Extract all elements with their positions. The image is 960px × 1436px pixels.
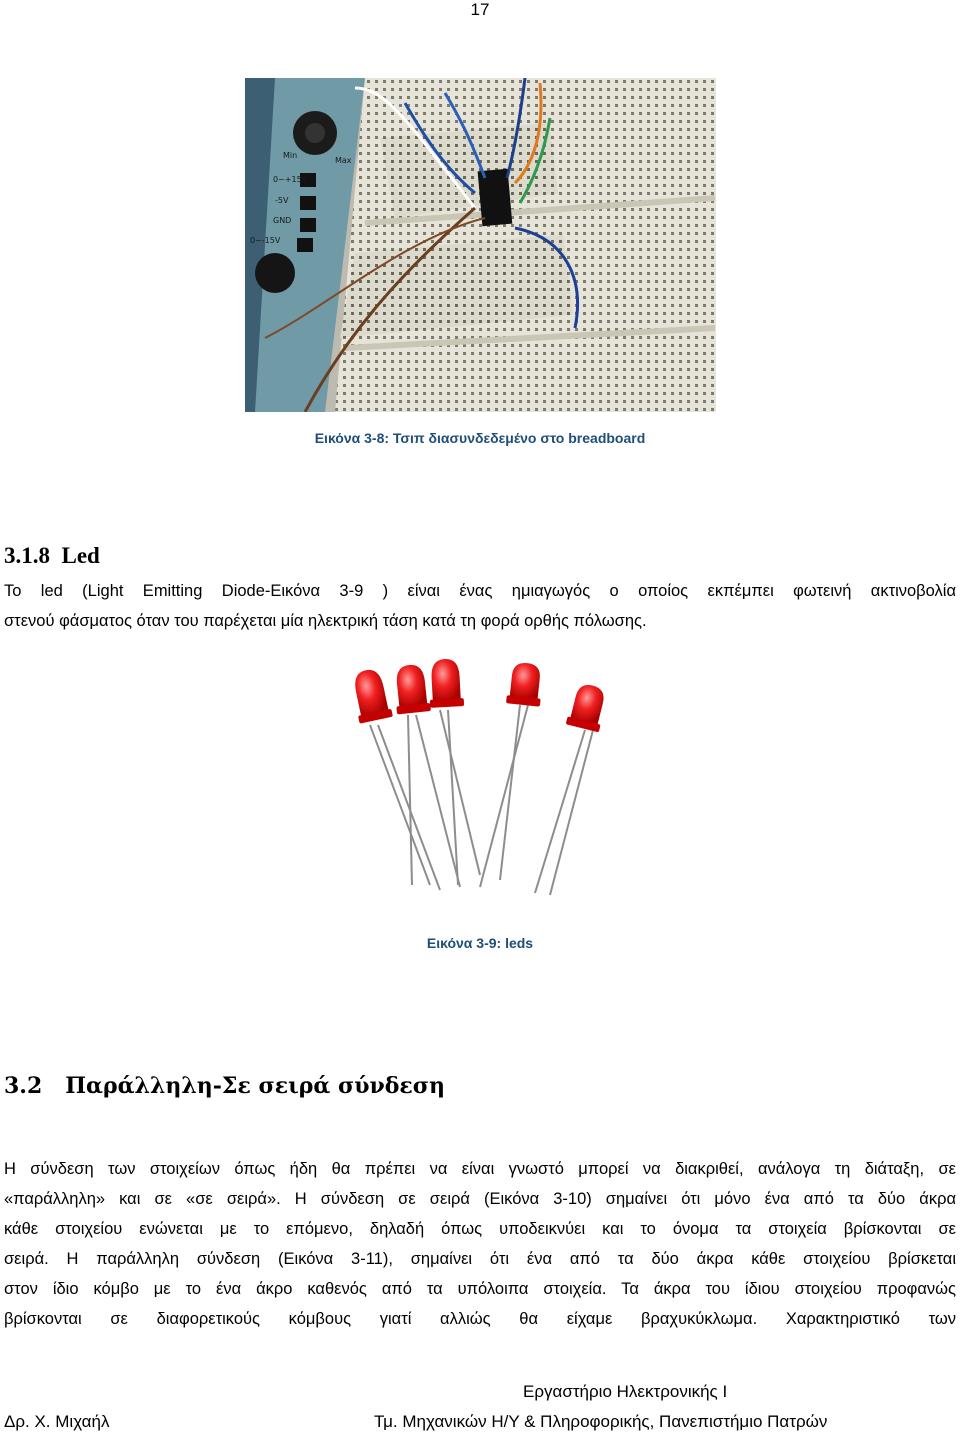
section-318-number: 3.1.8 xyxy=(4,543,50,568)
panel-label-pos15v: 0~+15V xyxy=(273,175,308,184)
section-318-paragraph xyxy=(4,576,956,636)
paragraph-line: βρίσκονται σε διαφορετικούς κόμβους γιατί αλλιώς θα είχαμε βραχυκύκλωμα. Χαρακτηριστικό των xyxy=(4,1310,956,1328)
paragraph-line: «παράλληλη» και σε «σε σειρά». Η σύνδεση σε σειρά (Εικόνα 3-10) σημαίνει ότι μόνο ένα από τα δύο άκρα xyxy=(4,1190,956,1208)
paragraph-line: σειρά. Η παράλληλη σύνδεση (Εικόνα 3-11), σημαίνει ότι ένα από τα δύο άκρα κάθε στοιχείου βρίσκεται xyxy=(4,1250,956,1268)
panel-label-neg5v: -5V xyxy=(275,196,289,205)
section-32-paragraph xyxy=(4,1154,956,1334)
section-318-heading xyxy=(4,543,100,569)
section-32-title: Παράλληλη-Σε σειρά σύνδεση xyxy=(65,1073,445,1099)
page-number: 17 xyxy=(470,0,490,19)
figure1-caption: Εικόνα 3-8: Τσιπ διασυνδεδεμένο στο breadboard xyxy=(314,430,646,446)
footer-lab-name: Εργαστήριο Ηλεκτρονικής Ι xyxy=(523,1382,728,1401)
paragraph-line: στον ίδιο κόμβο με το ένα άκρο καθενός από τα υπόλοιπα στοιχεία. Τα άκρα του ίδιου στοιχείου προφανώς xyxy=(4,1280,956,1298)
paragraph-line: στενού φάσματος όταν του παρέχεται μία ηλεκτρική τάση κατά τη φορά ορθής πόλωσης. xyxy=(4,612,647,630)
paragraph-line: Η σύνδεση των στοιχείων όπως ήδη θα πρέπει να είναι γνωστό μπορεί να διακριθεί, ανάλογα τη διάταξη, σε xyxy=(4,1160,956,1178)
panel-label-max: Max xyxy=(335,156,352,165)
leds-photo xyxy=(330,655,650,900)
footer-author: Δρ. Χ. Μιχαήλ xyxy=(4,1412,110,1431)
panel-label-neg15v: 0~-15V xyxy=(250,236,281,245)
panel-label-gnd: GND xyxy=(273,216,292,225)
paragraph-line: κάθε στοιχείου ενώνεται με το επόμενο, δηλαδή όπως υποδεικνύει και το όνομα τα στοιχεία βρίσκονται σε xyxy=(4,1220,956,1238)
section-318-title: Led xyxy=(61,543,100,568)
section-32-heading xyxy=(4,1073,445,1099)
figure2-caption: Εικόνα 3-9: leds xyxy=(426,935,534,951)
panel-label-min: Min xyxy=(283,151,298,160)
breadboard-photo xyxy=(245,78,716,412)
footer-department: Τμ. Μηχανικών Η/Υ & Πληροφορικής, Πανεπιστήμιο Πατρών xyxy=(374,1412,828,1431)
section-32-number: 3.2 xyxy=(4,1073,43,1099)
paragraph-line: Το led (Light Emitting Diode-Εικόνα 3-9 ) είναι ένας ημιαγωγός ο οποίος εκπέμπει φωτεινή ακτινοβολία xyxy=(4,582,956,600)
